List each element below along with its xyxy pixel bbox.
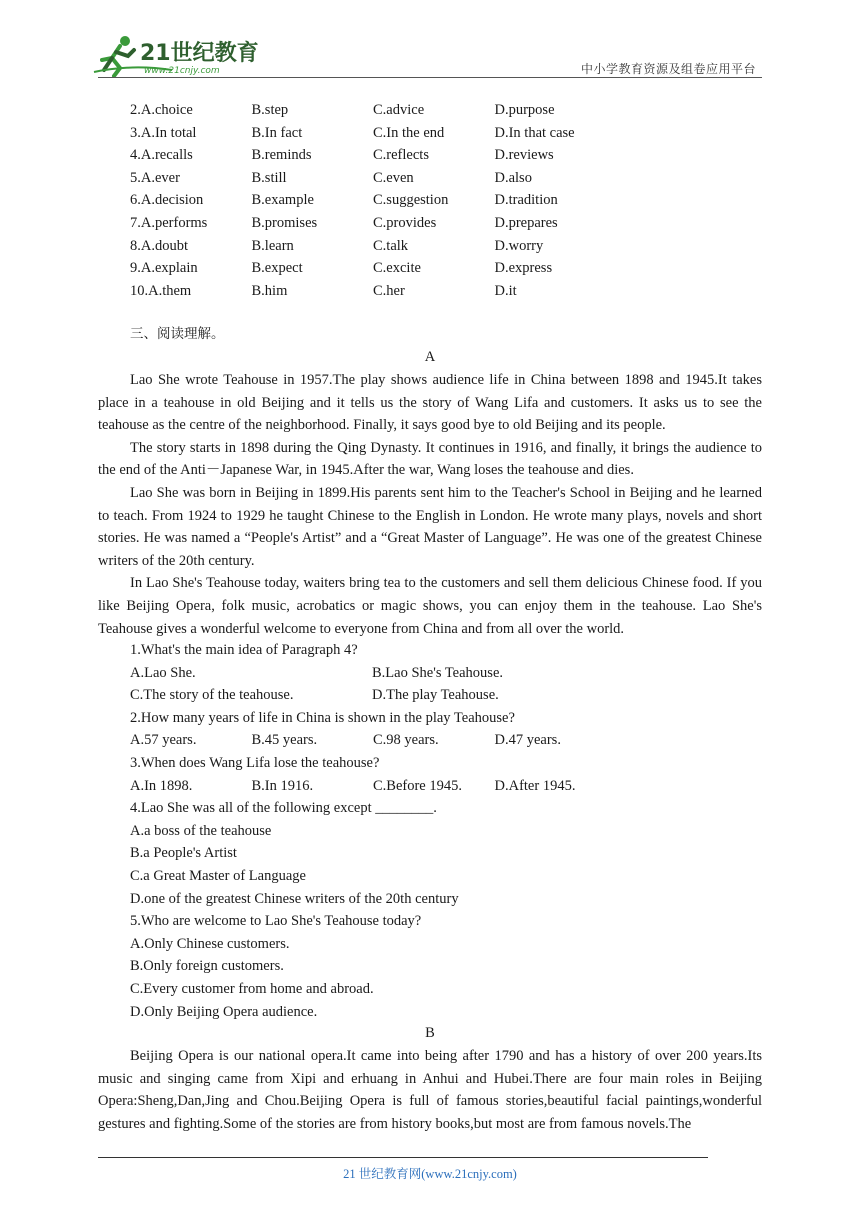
choice: A.In 1898.: [130, 777, 193, 794]
choice: D.The play Teahouse.: [372, 687, 499, 704]
logo-url-text: www.21cnjy.com: [144, 66, 220, 76]
passage-paragraph: The story starts in 1898 during the Qing Dynasty. It continues in 1916, and finally, it brings the audience to the end of the Anti－Japanese War, in 1945.After the war, Wang loses the teahouse and dies.: [98, 439, 762, 479]
choice: B.Only foreign customers.: [130, 958, 284, 975]
section-title: 三、阅读理解。: [130, 326, 225, 342]
option-row: 9.A.explain B.expect C.excite D.express: [130, 260, 553, 277]
passage-paragraph: Lao She was born in Beijing in 1899.His parents sent him to the Teacher's School in Beijing and he learned to teach. From 1924 to 1929 he taught Chinese to the English in London. He wrote many plays, novels and short stories. He was named a “People's Artist” and a “Great Master of Language”. He was one of the greatest Chinese writers of the 20th century.: [98, 484, 762, 569]
passage-paragraph: Beijing Opera is our national opera.It came into being after 1790 and has a history of over 200 years.Its music and singing came from Xipi and erhuang in Anhui and Hubei.There are four main roles in Beijing Opera:Sheng,Dan,Jing and Chou.Beijing Opera is full of famous stories,beautiful facial paintings,wonderful gestures and fighting.Some of the stories are from history books,but most are from famous novels.The: [98, 1048, 762, 1132]
question-stem: 4.Lao She was all of the following except ________.: [130, 800, 437, 817]
question-stem: 1.What's the main idea of Paragraph 4?: [130, 642, 358, 658]
footer-link[interactable]: 21 世纪教育网(www.21cnjy.com): [343, 1167, 517, 1181]
choice: C.Before 1945.: [373, 777, 462, 794]
choice: D.After 1945.: [494, 777, 576, 794]
choice: A.a boss of the teahouse: [130, 822, 272, 839]
logo-main-text: 21世纪教育: [140, 41, 259, 66]
choice-row: [130, 662, 616, 685]
passage-b-label: B: [425, 1025, 435, 1041]
choice: D.Only Beijing Opera audience.: [130, 1003, 318, 1020]
question-stem: 2.How many years of life in China is shown in the play Teahouse?: [130, 709, 515, 726]
choice: D.47 years.: [494, 732, 561, 749]
passage-a-label: A: [424, 349, 436, 365]
passage-paragraph: Lao She wrote Teahouse in 1957.The play shows audience life in China between 1898 and 1945.It takes place in a teahouse in old Beijing and it tells us the story of Wang Lifa and customers. It asks us to see the teahouse as the centre of the neighborhood. Finally, it says good bye to old Beijing and its people.: [98, 372, 762, 434]
choice: C.98 years.: [373, 732, 439, 749]
question-list: [130, 639, 616, 1023]
choice-row: [130, 775, 616, 798]
passage-b-body: [98, 1045, 762, 1135]
choice: D.one of the greatest Chinese writers of the 20th century: [130, 890, 459, 907]
passage-a-body: [98, 369, 762, 640]
choice: C.Every customer from home and abroad.: [130, 980, 374, 997]
option-row: 2.A.choice B.step C.advice D.purpose: [130, 102, 555, 118]
question-stem: 5.Who are welcome to Lao She's Teahouse today?: [130, 913, 422, 930]
page-header: [0, 0, 860, 80]
option-row: 3.A.In total B.In fact C.In the end D.In that case: [130, 124, 575, 141]
choice: A.Lao She.: [130, 664, 196, 681]
choice: B.Lao She's Teahouse.: [372, 664, 504, 681]
choice-row: [130, 729, 616, 752]
passage-paragraph: In Lao She's Teahouse today, waiters bring tea to the customers and sell them delicious Chinese food. If you like Beijing Opera, folk music, acrobatics or magic shows, you can enjoy them in the teahouse. Lao She's Teahouse gives a wonderful welcome to everyone from China and from all over the world.: [98, 575, 762, 637]
question-stem: 3.When does Wang Lifa lose the teahouse?: [130, 754, 380, 771]
logo-runner-icon: [92, 34, 262, 78]
choice: C.The story of the teahouse.: [130, 687, 294, 704]
header-platform-text: 中小学教育资源及组卷应用平台: [580, 62, 756, 76]
choice: C.a Great Master of Language: [130, 867, 306, 884]
choice-row: [130, 684, 616, 707]
option-row: 8.A.doubt B.learn C.talk D.worry: [130, 237, 544, 254]
choice: B.In 1916.: [251, 777, 314, 794]
footer-divider: [98, 1157, 708, 1158]
choice: A.57 years.: [130, 732, 197, 749]
choice: B.a People's Artist: [130, 845, 237, 862]
option-row: 10.A.them B.him C.her D.it: [130, 282, 517, 299]
option-row: 6.A.decision B.example C.suggestion D.tradition: [130, 192, 558, 209]
option-row: 5.A.ever B.still C.even D.also: [130, 169, 532, 186]
option-row: 4.A.recalls B.reminds C.reflects D.reviews: [130, 147, 554, 164]
choice: A.Only Chinese customers.: [130, 935, 290, 952]
option-row: 7.A.performs B.promises C.provides D.prepares: [130, 214, 558, 231]
choice: B.45 years.: [251, 732, 318, 749]
cloze-options: [130, 99, 616, 302]
header-divider: [98, 77, 762, 78]
